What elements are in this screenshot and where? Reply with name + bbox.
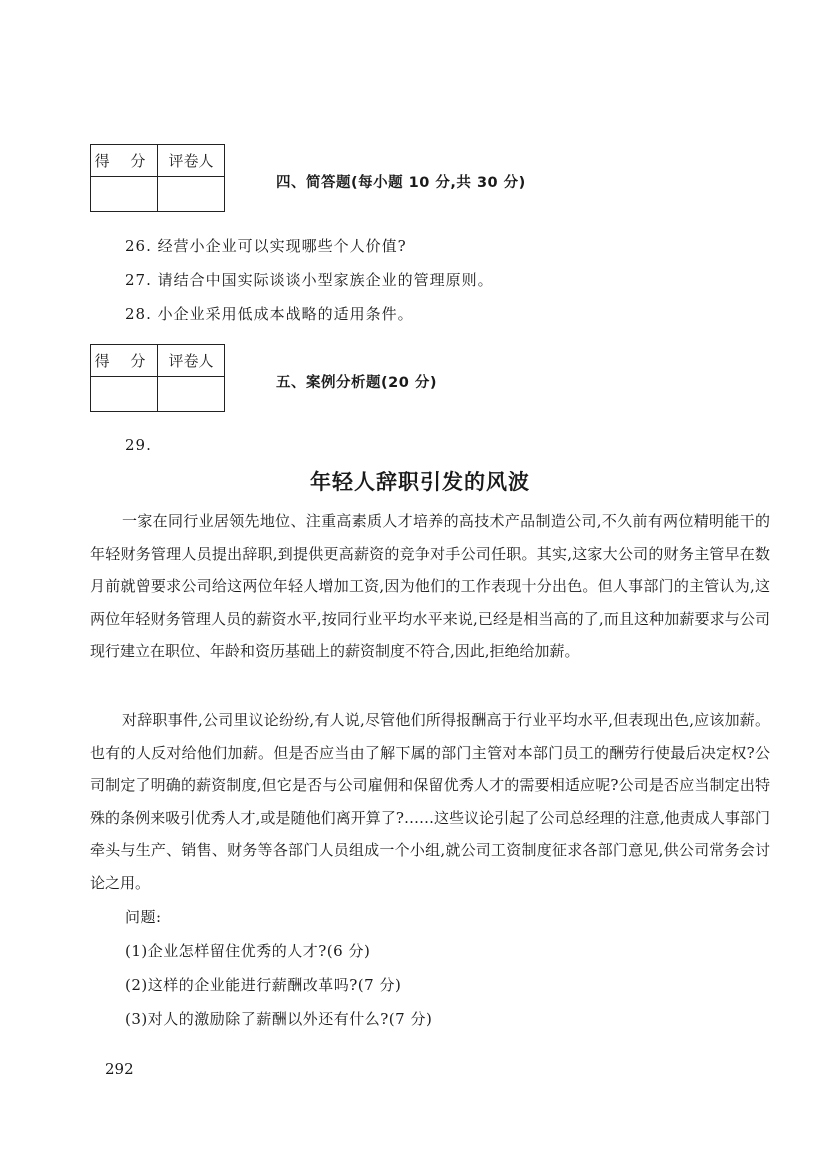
question-27: 27. 请结合中国实际谈谈小型家族企业的管理原则。 [125, 271, 494, 289]
score-box-section5 [90, 344, 225, 412]
question-28: 28. 小企业采用低成本战略的适用条件。 [125, 305, 414, 323]
case-paragraph-2: 对辞职事件,公司里议论纷纷,有人说,尽管他们所得报酬高于行业平均水平,但表现出色,应该加薪。也有的人反对给他们加薪。但是否应当由了解下属的部门主管对本部门员工的酬劳行使最后决定权?公司制定了明确的薪资制度,但它是否与公司雇佣和保留优秀人才的需要相适应呢?公司是否应当制定出特殊的条例来吸引优秀人才,或是随他们离开算了?……这些议论引起了公司总经理的注意,他责成人事部门牵头与生产、销售、财务等各部门人员组成一个小组,就公司工资制度征求各部门意见,供公司常务会讨论之用。 [90, 711, 770, 892]
score-label: 得 分 [91, 345, 158, 377]
case-paragraph-1: 一家在同行业居领先地位、注重高素质人才培养的高技术产品制造公司,不久前有两位精明能干的年轻财务管理人员提出辞职,到提供更高薪资的竞争对手公司任职。其实,这家大公司的财务主管早在数月前就曾要求公司给这两位年轻人增加工资,因为他们的工作表现十分出色。但人事部门的主管认为,这两位年轻财务管理人员的薪资水平,按同行业平均水平来说,已经是相当高的了,而且这种加薪要求与公司现行建立在职位、年龄和资历基础上的薪资制度不符合,因此,拒绝给加薪。 [90, 512, 770, 661]
sub-question-3: (3)对人的激励除了薪酬以外还有什么?(7 分) [125, 1010, 433, 1028]
score-blank-cell [91, 377, 158, 412]
grader-blank-cell [158, 377, 225, 412]
grader-label: 评卷人 [158, 345, 225, 377]
page-number: 292 [105, 1060, 134, 1078]
section4-heading: 四、简答题(每小题 10 分,共 30 分) [276, 175, 526, 191]
grader-blank-cell [158, 177, 225, 212]
case-title: 年轻人辞职引发的风波 [310, 470, 530, 494]
sub-question-2: (2)这样的企业能进行薪酬改革吗?(7 分) [125, 976, 402, 994]
question-29-number: 29. [125, 436, 152, 454]
sub-question-1: (1)企业怎样留住优秀的人才?(6 分) [125, 942, 371, 960]
score-blank-cell [91, 177, 158, 212]
question-26: 26. 经营小企业可以实现哪些个人价值? [125, 237, 407, 255]
grader-label: 评卷人 [158, 145, 225, 177]
score-box-section4 [90, 144, 225, 212]
section5-heading: 五、案例分析题(20 分) [276, 375, 437, 391]
questions-label: 问题: [125, 908, 162, 926]
score-label: 得 分 [91, 145, 158, 177]
